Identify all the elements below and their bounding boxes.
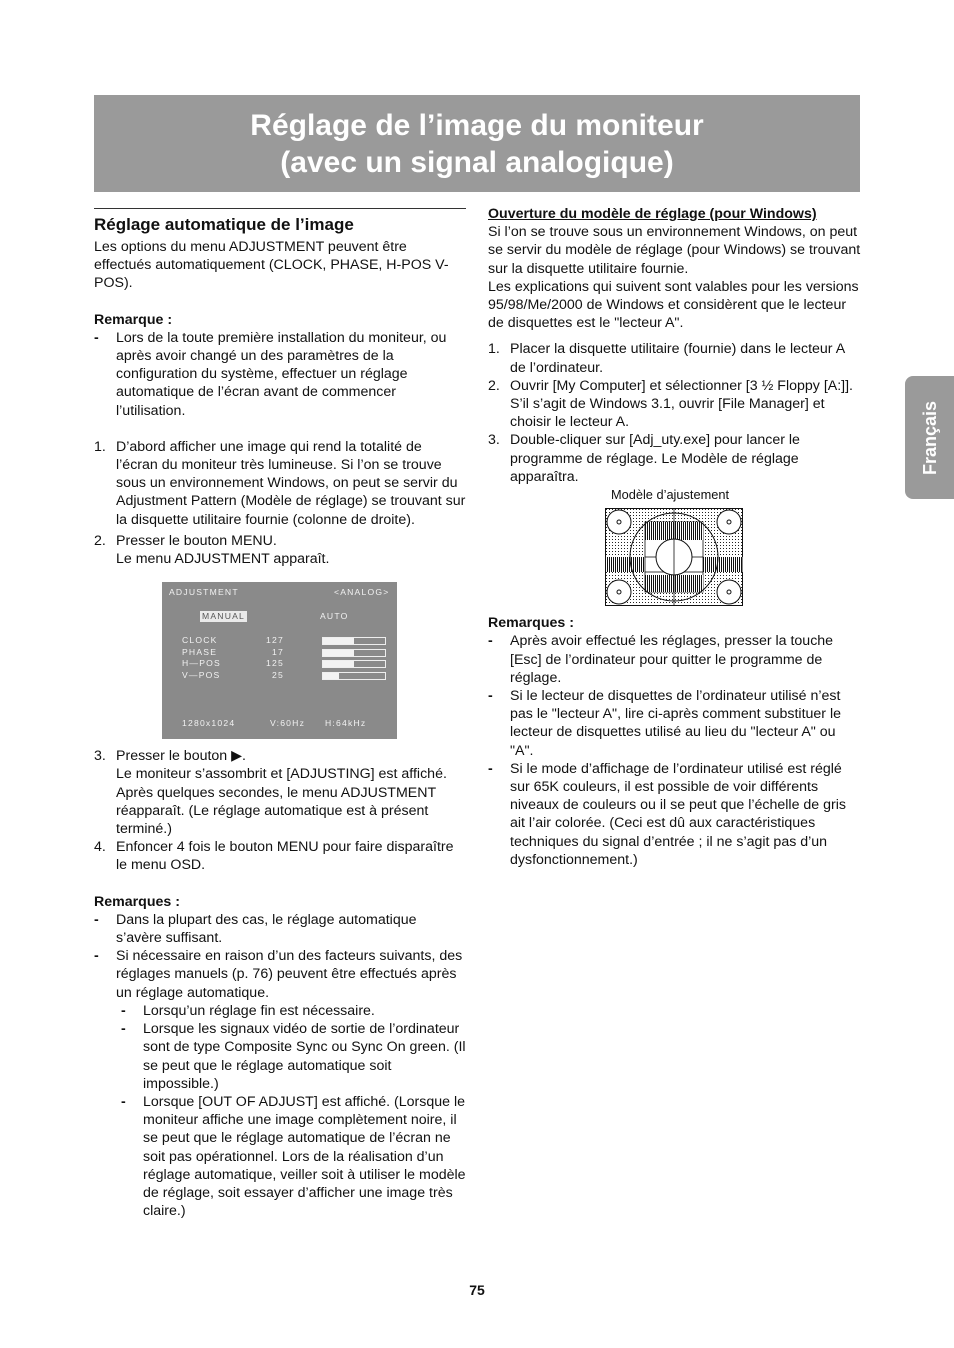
dash-marker: - <box>94 911 99 928</box>
osd-manual-option: MANUAL <box>202 611 246 622</box>
dash-marker: - <box>488 633 493 650</box>
remarques-item <box>94 947 466 1002</box>
remarque-item-text: Lors de la toute première installation du moniteur, ou après avoir changé un des paramètres de la configuration du système, effectuer un réglage automatique de l’écran avant de commencer l’utilisation. <box>116 329 447 419</box>
language-tab <box>905 376 954 499</box>
remarques-item-text: Si nécessaire en raison d’un des facteurs suivants, des réglages manuels (p. 76) peuvent être effectués après un réglage automatique. <box>116 948 463 1001</box>
step-text: Placer la disquette utilitaire (fournie) dans le lecteur A de l’ordinateur. <box>510 341 845 376</box>
remarques-item <box>94 911 466 947</box>
step-text-continued: Le menu ADJUSTMENT apparaît. <box>116 551 330 568</box>
dash-marker: - <box>121 1021 126 1038</box>
step-text: Ouvrir [My Computer] et sélectionner [3 ½ Floppy [A:]]. S’il s’agit de Windows 3.1, ouvrir [File Manager] et choisir le lecteur A. <box>510 377 853 431</box>
dash-marker: - <box>488 760 493 777</box>
step-text: D’abord afficher une image qui rend la totalité de l’écran du moniteur très lumineuse. Si l’on se trouve sous un environnement Windows, on peut se servir du Adjustment Pattern (Modèle de réglage) se trouvant sur la disquette utilitaire fournie (colonne de droite). <box>116 438 466 528</box>
page-title-line-2: (avec un signal analogique) <box>280 145 674 179</box>
step-text: Presser le bouton MENU. <box>116 532 277 549</box>
remarques-item-text: Après avoir effectué les réglages, presser la touche [Esc] de l’ordinateur pour quitter le programme de réglage. <box>510 633 834 686</box>
osd-vertical-frequency: V:60Hz <box>270 718 306 729</box>
osd-row-value: 17 <box>272 647 284 658</box>
remarques-label: Remarques : <box>94 893 180 910</box>
right-paragraph-1: Si l’on se trouve sous un environnement Windows, on peut se servir du modèle de réglage (pour Windows) se trouvant sur la disquette utilitaire fournie. <box>488 224 861 277</box>
osd-signal-type: <ANALOG> <box>334 587 390 598</box>
remarques-label-right: Remarques : <box>488 615 574 632</box>
step-number: 1. <box>94 438 106 455</box>
osd-row-label: V—POS <box>182 670 221 681</box>
dash-marker: - <box>94 329 99 346</box>
osd-level-bar <box>322 649 386 657</box>
step-number: 3. <box>94 748 106 765</box>
osd-row-value: 25 <box>272 670 284 681</box>
step-text: Double-cliquer sur [Adj_uty.exe] pour lancer le programme de réglage. Le Modèle de réglage apparaîtra. <box>510 432 800 485</box>
step-item <box>94 747 466 838</box>
sub-item <box>94 1093 466 1220</box>
osd-horizontal-frequency: H:64kHz <box>325 718 367 729</box>
osd-row-label: CLOCK <box>182 635 218 646</box>
step-number: 2. <box>488 377 500 394</box>
osd-row-value: 127 <box>266 635 284 646</box>
page-title-line-1: Réglage de l’image du moniteur <box>250 108 704 142</box>
remarques-item <box>488 760 862 869</box>
step-item <box>94 838 466 874</box>
sub-item <box>94 1002 466 1020</box>
remarques-item <box>488 632 862 687</box>
step-text-continued: Le moniteur s’assombrit et [ADJUSTING] est affiché. Après quelques secondes, le menu ADJUSTMENT réapparaît. (Le réglage automatique est à présent terminé.) <box>116 766 447 838</box>
remarques-item-text: Dans la plupart des cas, le réglage automatique s’avère suffisant. <box>116 911 417 947</box>
osd-row-label: PHASE <box>182 647 218 658</box>
right-paragraph-2: Les explications qui suivent sont valables pour les versions 95/98/Me/2000 de Windows et considèrent que le lecteur de disquettes est le "lecteur A". <box>488 278 859 332</box>
remarque-item <box>94 329 466 420</box>
right-column <box>488 205 862 869</box>
step-item <box>488 340 862 376</box>
left-column <box>94 208 466 1220</box>
adjustment-pattern-image <box>605 508 743 606</box>
intro-paragraph: Les options du menu ADJUSTMENT peuvent être effectués automatiquement (CLOCK, PHASE, H-POS V-POS). <box>94 239 449 292</box>
remarques-item-text: Si le lecteur de disquettes de l’ordinateur utilisé n’est pas le "lecteur A", lire ci-après comment substituer le lecteur de disquettes utilisé au lieu du "lecteur A" ou "A". <box>510 688 842 759</box>
figure-caption: Modèle d’ajustement <box>610 487 730 503</box>
step-item <box>488 377 862 432</box>
sub-item-text: Lorsqu’un réglage fin est nécessaire. <box>143 1002 375 1019</box>
osd-adjustment-menu <box>162 582 397 739</box>
step-number: 2. <box>94 532 106 549</box>
language-tab-label: Français <box>919 400 940 475</box>
step-text: Presser le bouton ▶. <box>116 748 246 765</box>
section-divider <box>94 208 466 209</box>
osd-level-bar <box>322 637 386 645</box>
sub-item <box>94 1020 466 1093</box>
osd-row-value: 125 <box>266 658 284 669</box>
page-number: 75 <box>469 1282 485 1298</box>
step-item <box>94 438 466 529</box>
title-banner <box>94 95 860 192</box>
step-text: Enfoncer 4 fois le bouton MENU pour faire disparaître le menu OSD. <box>116 839 454 874</box>
step-item <box>94 532 466 568</box>
dash-marker: - <box>488 688 493 705</box>
osd-title: ADJUSTMENT <box>169 587 239 598</box>
step-number: 3. <box>488 432 500 449</box>
remarques-item <box>488 687 862 760</box>
step-item <box>488 431 862 486</box>
section-heading-auto-adjust: Réglage automatique de l’image <box>94 215 354 234</box>
remarque-label: Remarque : <box>94 311 173 328</box>
osd-row-label: H—POS <box>182 658 221 669</box>
osd-resolution: 1280x1024 <box>182 718 236 729</box>
dash-marker: - <box>121 1002 126 1019</box>
dash-marker: - <box>94 948 99 965</box>
sub-item-text: Lorsque les signaux vidéo de sortie de l’ordinateur sont de type Composite Sync ou Sync On green. (Il se peut que le réglage automatique soit impossible.) <box>143 1021 466 1092</box>
section-heading-open-pattern: Ouverture du modèle de réglage (pour Windows) <box>488 206 817 222</box>
remarques-item-text: Si le mode d’affichage de l’ordinateur utilisé est réglé sur 65K couleurs, il est possible de voir différents niveaux de couleurs ou il se peut que l’échelle de gris ait l’air colorée. (Ceci est dû aux caractéristiques techniques du signal d’entrée ; il ne s’agit pas d’un dysfonctionnement.) <box>510 760 846 868</box>
osd-auto-option: AUTO <box>320 611 349 622</box>
sub-item-text: Lorsque [OUT OF ADJUST] est affiché. (Lorsque le moniteur affiche une image complètement noire, il se peut que le réglage automatique de l’écran ne soit pas opérationnel. Lors de la réalisation d’un réglage automatique, veiller soit à utiliser le modèle de réglage, soit essayer d’afficher une image très claire.) <box>143 1093 466 1220</box>
step-number: 1. <box>488 341 500 358</box>
osd-level-bar <box>322 672 386 680</box>
osd-level-bar <box>322 660 386 668</box>
dash-marker: - <box>121 1093 126 1110</box>
step-number: 4. <box>94 839 106 856</box>
